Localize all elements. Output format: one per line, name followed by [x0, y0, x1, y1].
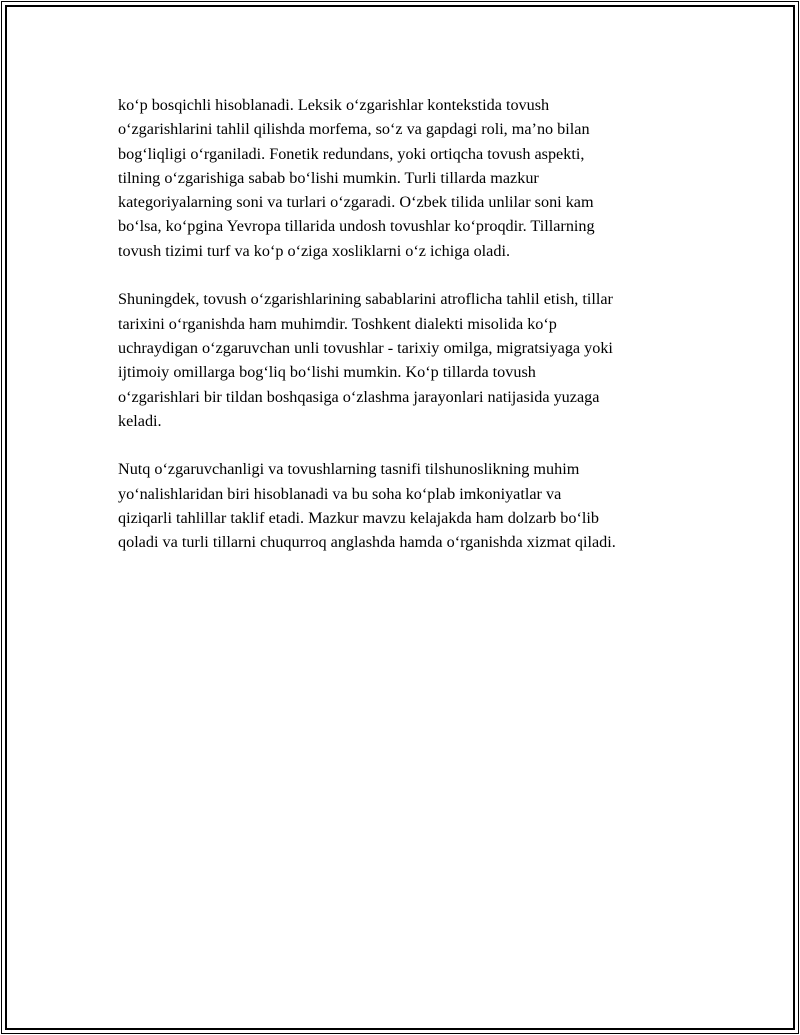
text-line: tovush tizimi turf va ko‘p o‘ziga xosliklarni o‘z ichiga oladi.: [118, 241, 511, 260]
text-line: o‘zgarishlari bir tildan boshqasiga o‘zlashma jarayonlari natijasida yuzaga: [118, 387, 600, 406]
text-line: tarixini o‘rganishda ham muhimdir. Toshkent dialekti misolida ko‘p: [118, 314, 557, 333]
text-line: ko‘p bosqichli hisoblanadi. Leksik o‘zgarishlar kontekstida tovush: [118, 96, 550, 114]
text-line: tilning o‘zgarishiga sabab bo‘lishi mumkin. Turli tillarda mazkur: [118, 168, 539, 187]
paragraph-1: [118, 93, 698, 263]
text-line: bo‘lsa, ko‘pgina Yevropa tillarida undosh tovushlar ko‘proqdir. Tillarning: [118, 217, 595, 236]
paragraph-3: [118, 457, 698, 554]
document-body: [118, 93, 698, 579]
text-line: kategoriyalarning soni va turlari o‘zgaradi. O‘zbek tilida unlilar soni kam: [118, 193, 594, 212]
text-line: o‘zgarishlarini tahlil qilishda morfema, so‘z va gapdagi roli, ma’no bilan: [118, 120, 590, 139]
text-line: ijtimoiy omillarga bog‘liq bo‘lishi mumkin. Ko‘p tillarda tovush: [118, 363, 536, 382]
text-line: qiziqarli tahlillar taklif etadi. Mazkur mavzu kelajakda ham dolzarb bo‘lib: [118, 509, 599, 528]
text-line: bog‘liqligi o‘rganiladi. Fonetik redundans, yoki ortiqcha tovush aspekti,: [118, 144, 585, 163]
text-line: uchraydigan o‘zgaruvchan unli tovushlar - tarixiy omilga, migratsiyaga yoki: [118, 338, 613, 357]
text-line: qoladi va turli tillarni chuqurroq anglashda hamda o‘rganishda xizmat qiladi.: [118, 533, 616, 552]
text-line: Nutq o‘zgaruvchanligi va tovushlarning tasnifi tilshunoslikning muhim: [118, 460, 580, 479]
text-line: Shuningdek, tovush o‘zgarishlarining sabablarini atroflicha tahlil etish, tillar: [118, 290, 613, 309]
text-line: yo‘nalishlaridan biri hisoblanadi va bu soha ko‘plab imkoniyatlar va: [118, 484, 562, 503]
text-line: keladi.: [118, 411, 162, 430]
paragraph-2: [118, 287, 698, 433]
